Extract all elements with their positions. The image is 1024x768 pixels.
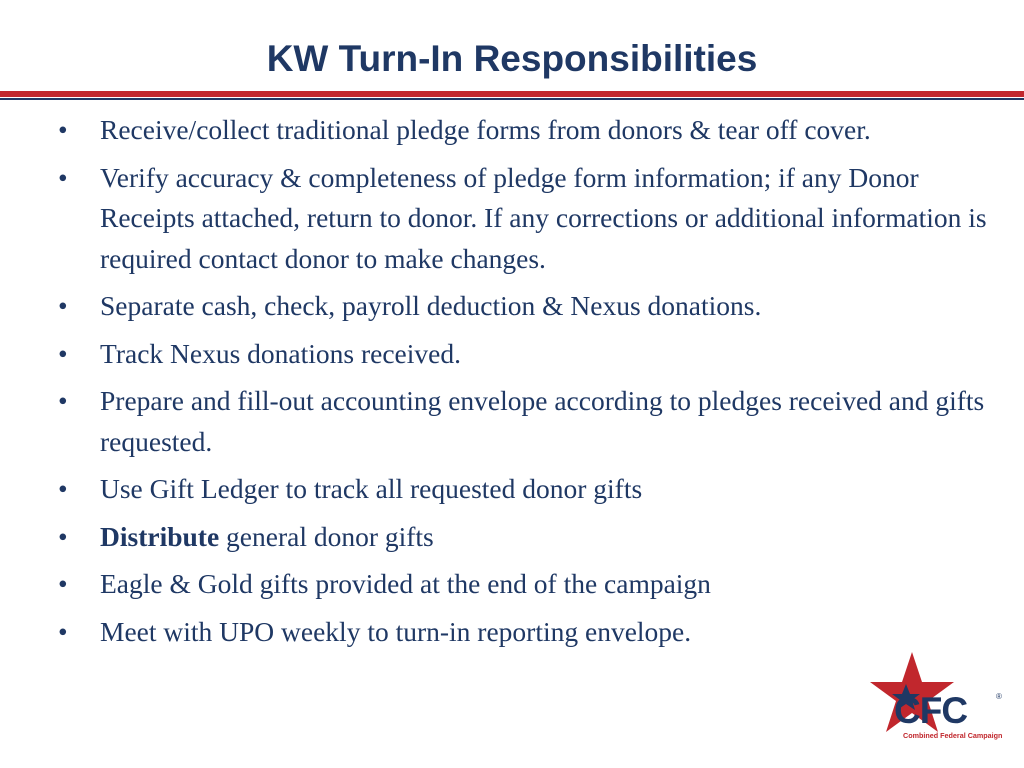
bullet-item <box>58 158 998 280</box>
bullet-text: Eagle & Gold gifts provided at the end of the campaign <box>100 568 711 599</box>
bullet-dot: • <box>58 568 68 599</box>
bullet-dot: • <box>58 385 68 416</box>
bullet-dot: • <box>58 615 68 647</box>
bullet-item <box>58 381 998 462</box>
bullet-text: general donor gifts <box>219 520 434 552</box>
bullet-dot: • <box>58 114 68 145</box>
bullet-text: Meet with UPO weekly to turn-in reporting envelope. <box>100 615 692 647</box>
cfc-logo <box>866 648 1010 748</box>
bullet-item <box>58 334 998 375</box>
bullet-text: Receive/collect traditional pledge forms from donors & tear off cover. <box>100 114 871 145</box>
bullet-dot: • <box>58 161 68 193</box>
bullet-item <box>58 612 998 653</box>
bullet-item <box>58 469 998 510</box>
bullet-dot: • <box>58 337 68 369</box>
title-divider-red <box>0 91 1024 97</box>
bullet-dot: • <box>58 290 68 321</box>
bullet-item <box>58 286 998 327</box>
bullet-text: Track Nexus donations received. <box>100 337 461 369</box>
bullet-bold-text: Distribute <box>100 520 220 552</box>
logo-text: CFC <box>894 690 968 731</box>
bullet-dot: • <box>58 473 68 504</box>
bullet-item <box>58 564 998 605</box>
bullet-dot: • <box>58 520 68 552</box>
bullet-list <box>58 110 998 659</box>
bullet-text: Verify accuracy & completeness of pledge form information; if any Donor Receipts attached, return to donor. If any corrections or additional information is required contact donor to make changes. <box>100 161 987 274</box>
bullet-item <box>58 517 998 558</box>
bullet-text: Prepare and fill-out accounting envelope according to pledges received and gifts requested. <box>100 385 985 457</box>
logo-subtitle: Combined Federal Campaign <box>903 731 1003 740</box>
slide-title: KW Turn-In Responsibilities <box>266 38 758 79</box>
bullet-item <box>58 110 998 151</box>
title-divider-blue <box>0 98 1024 100</box>
bullet-text: Use Gift Ledger to track all requested donor gifts <box>100 473 643 504</box>
logo-registered-mark: ® <box>996 692 1002 701</box>
bullet-text: Separate cash, check, payroll deduction & Nexus donations. <box>100 290 762 321</box>
